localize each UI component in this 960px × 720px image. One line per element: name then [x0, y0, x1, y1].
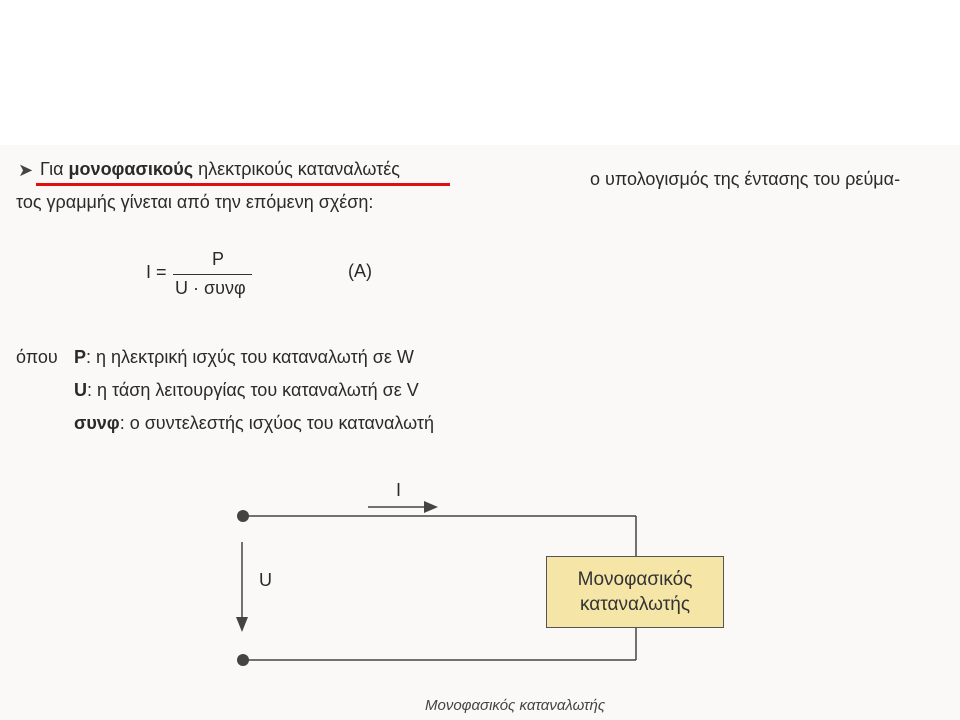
- terminal-bottom: [237, 654, 249, 666]
- intro-rest: ηλεκτρικούς καταναλωτές: [193, 159, 400, 179]
- current-arrow-icon: [424, 501, 438, 513]
- formula-lhs: I =: [146, 262, 167, 282]
- legend-text: : η τάση λειτουργίας του καταναλωτή σε V: [87, 380, 419, 400]
- intro-line-2: τος γραμμής γίνεται από την επόμενη σχέση:: [16, 192, 374, 212]
- formula-unit: (A): [348, 261, 372, 281]
- legend-text: : ο συντελεστής ισχύος του καταναλωτή: [119, 413, 435, 433]
- intro-lead: Για: [40, 159, 69, 179]
- legend-symbol: συνφ: [74, 413, 120, 433]
- formula-denominator: U · συνφ: [175, 278, 246, 298]
- legend-prefix: όπου: [16, 347, 58, 367]
- load-box: [546, 556, 724, 628]
- current-label: I: [396, 480, 402, 500]
- figure-caption: Μονοφασικός καταναλωτής: [425, 697, 606, 714]
- load-label-line-2: καταναλωτής: [580, 594, 690, 615]
- intro-bold-word: μονοφασικούς: [68, 159, 194, 179]
- voltage-label: U: [259, 570, 272, 590]
- legend-symbol: P: [74, 347, 87, 367]
- load-label-line-1: Μονοφασικός: [577, 569, 693, 590]
- terminal-top: [237, 510, 249, 522]
- intro-right-text: ο υπολογισμός της έντασης του ρεύμα-: [590, 169, 901, 189]
- bullet-arrow-icon: ➤: [18, 160, 34, 180]
- legend-symbol: U: [74, 380, 87, 400]
- legend-text: : η ηλεκτρική ισχύς του καταναλωτή σε W: [86, 347, 414, 367]
- formula-numerator: P: [212, 249, 225, 269]
- voltage-arrow-icon: [236, 617, 248, 632]
